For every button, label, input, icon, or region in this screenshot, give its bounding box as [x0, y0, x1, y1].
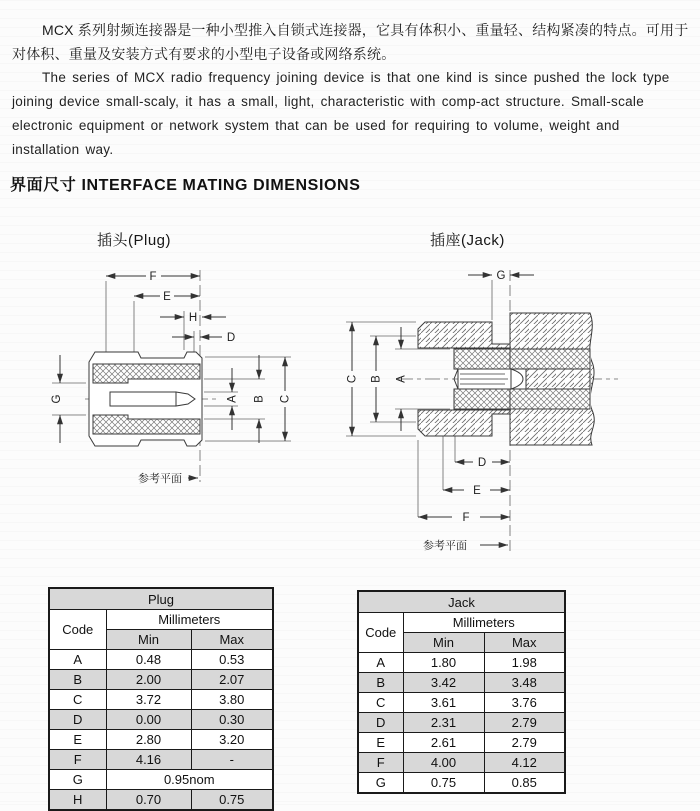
- cell-code: C: [49, 690, 106, 710]
- plug-figure-label: 插头(Plug): [97, 232, 172, 249]
- table-row: [358, 733, 565, 753]
- col-header-unit: Millimeters: [106, 610, 273, 630]
- plug-dim-b: B: [253, 395, 266, 403]
- table-title: Jack: [358, 591, 565, 613]
- col-header-code: Code: [358, 613, 403, 653]
- table-row: [49, 770, 273, 790]
- table-row: [49, 710, 273, 730]
- jack-dim-b: B: [370, 375, 383, 383]
- jack-drawing: [340, 252, 700, 562]
- cell-min: 0.00: [106, 710, 191, 730]
- cell-min: 4.16: [106, 750, 191, 770]
- jack-spec-table: [357, 590, 566, 794]
- table-title: Plug: [49, 588, 273, 610]
- cell-max: 0.75: [191, 790, 273, 811]
- cell-code: E: [358, 733, 403, 753]
- cell-max: 0.53: [191, 650, 273, 670]
- jack-dim-d: D: [477, 457, 487, 469]
- plug-dim-e: E: [163, 291, 171, 303]
- cell-max: 0.30: [191, 710, 273, 730]
- plug-dim-d: D: [226, 332, 236, 344]
- cell-min: 3.42: [403, 673, 484, 693]
- jack-ref-plane-label: 参考平面: [423, 540, 467, 552]
- cell-min: 2.80: [106, 730, 191, 750]
- cell-code: F: [358, 753, 403, 773]
- cell-min: 3.61: [403, 693, 484, 713]
- cell-min: 2.61: [403, 733, 484, 753]
- cell-code: A: [358, 653, 403, 673]
- cell-min: 0.48: [106, 650, 191, 670]
- cell-min: 0.75: [403, 773, 484, 794]
- cell-max: -: [191, 750, 273, 770]
- table-row: [49, 790, 273, 811]
- cell-code: H: [49, 790, 106, 811]
- plug-spec-table: [48, 587, 274, 811]
- cell-code: C: [358, 693, 403, 713]
- cell-max: 2.79: [484, 713, 565, 733]
- cell-code: G: [49, 770, 106, 790]
- table-row: [49, 730, 273, 750]
- cell-code: D: [49, 710, 106, 730]
- col-header-max: Max: [191, 630, 273, 650]
- table-row: [49, 670, 273, 690]
- cell-code: G: [358, 773, 403, 794]
- table-row: [49, 750, 273, 770]
- plug-dim-g: G: [51, 394, 63, 404]
- col-header-min: Min: [403, 633, 484, 653]
- intro-paragraph-en: The series of MCX radio frequency joining device is that one kind is since pushed the lock type joining device small-scaly, it has a small, light, characteristic with comp-act structure. Small-scale electronic equipment or network system that can be used for requiring to volume, weight and installation way.: [12, 69, 670, 157]
- jack-dim-g: G: [496, 270, 506, 282]
- col-header-max: Max: [484, 633, 565, 653]
- table-row: [358, 753, 565, 773]
- table-row: [358, 713, 565, 733]
- plug-drawing: [40, 248, 300, 490]
- cell-max: 3.48: [484, 673, 565, 693]
- cell-code: F: [49, 750, 106, 770]
- cell-max: 3.76: [484, 693, 565, 713]
- col-header-unit: Millimeters: [403, 613, 565, 633]
- cell-max: 3.80: [191, 690, 273, 710]
- jack-dim-a: A: [395, 375, 408, 383]
- cell-code: D: [358, 713, 403, 733]
- plug-dim-a: A: [226, 395, 239, 403]
- table-row: [49, 650, 273, 670]
- intro-paragraph-zh: MCX 系列射频连接器是一种小型推入自锁式连接器，它具有体积小、重量轻、结构紧凑的特点。可用于对体积、重量及安装方式有要求的小型电子设备或网络系统。: [12, 22, 689, 62]
- cell-min: 3.72: [106, 690, 191, 710]
- cell-code: E: [49, 730, 106, 750]
- table-row: [49, 690, 273, 710]
- jack-figure-label: 插座(Jack): [430, 232, 505, 249]
- plug-dim-h: H: [188, 312, 198, 324]
- cell-max: 0.85: [484, 773, 565, 794]
- cell-max: 1.98: [484, 653, 565, 673]
- cell-code: A: [49, 650, 106, 670]
- plug-dim-c: C: [279, 394, 292, 404]
- section-heading: 界面尺寸 INTERFACE MATING DIMENSIONS: [10, 177, 361, 194]
- col-header-min: Min: [106, 630, 191, 650]
- cell-min: 2.31: [403, 713, 484, 733]
- cell-max: 4.12: [484, 753, 565, 773]
- cell-min: 4.00: [403, 753, 484, 773]
- col-header-code: Code: [49, 610, 106, 650]
- cell-min: 0.70: [106, 790, 191, 811]
- jack-dim-e: E: [473, 485, 481, 497]
- jack-dim-f: F: [462, 512, 470, 524]
- cell-span-value: 0.95nom: [106, 770, 273, 790]
- jack-dim-c: C: [346, 374, 359, 384]
- cell-code: B: [358, 673, 403, 693]
- cell-max: 2.79: [484, 733, 565, 753]
- cell-min: 1.80: [403, 653, 484, 673]
- table-row: [358, 773, 565, 794]
- cell-code: B: [49, 670, 106, 690]
- cell-min: 2.00: [106, 670, 191, 690]
- table-row: [358, 653, 565, 673]
- table-row: [358, 673, 565, 693]
- plug-ref-plane-label: 参考平面: [138, 473, 182, 485]
- table-row: [358, 693, 565, 713]
- plug-dim-f: F: [149, 271, 157, 283]
- cell-max: 2.07: [191, 670, 273, 690]
- cell-max: 3.20: [191, 730, 273, 750]
- plug-body: [89, 352, 202, 446]
